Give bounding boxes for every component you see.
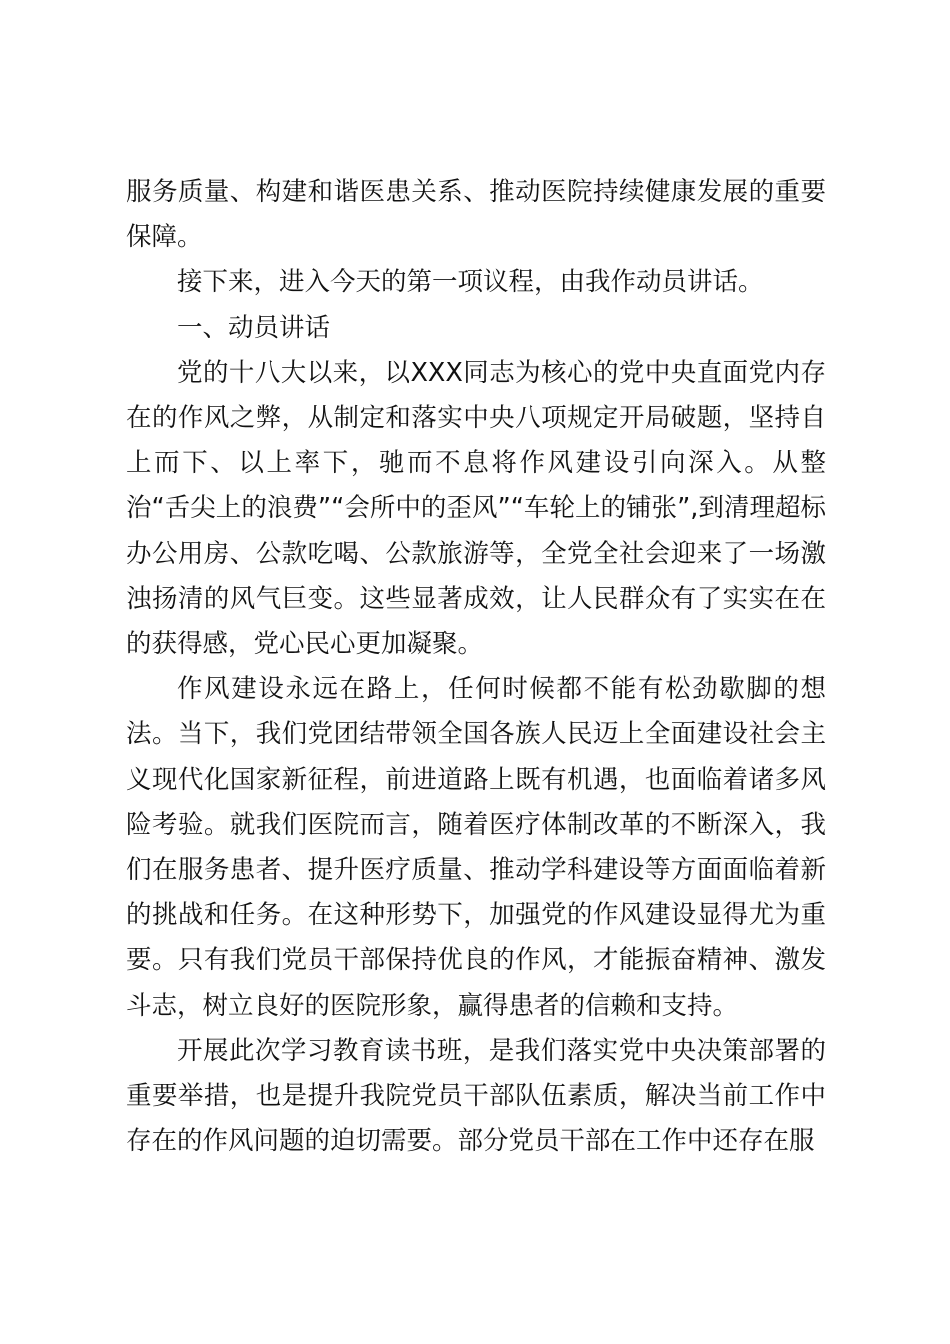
paragraph-situation: 作风建设永远在路上，任何时候都不能有松劲歇脚的想法。当下，我们党团结带领全国各族人民迈上全面建设社会主义现代化国家新征程，前进道路上既有机遇，也面临着诸多风险考验。就我们医院而言，随着医疗体制改革的不断深入，我们在服务患者、提升医疗质量、推动学科建设等方面面临着新的挑战和任务。在这种形势下，加强党的作风建设显得尤为重要。只有我们党员干部保持优良的作风，才能振奋精神、激发斗志，树立良好的医院形象，赢得患者的信赖和支持。: [126, 674, 826, 1021]
paragraph-agenda: 接下来，进入今天的第一项议程，由我作动员讲话。: [177, 267, 764, 298]
section-heading: 一、动员讲话: [177, 312, 331, 343]
paragraph-purpose: 开展此次学习教育读书班，是我们落实党中央决策部署的重要举措，也是提升我院党员干部队伍素质，解决当前工作中存在的作风问题的迫切需要。部分党员干部在工作中还存在服: [126, 1035, 826, 1157]
document-body: [126, 170, 826, 1164]
paragraph-background: 党的十八大以来，以XXX同志为核心的党中央直面党内存在的作风之弊，从制定和落实中央八项规定开局破题，坚持自上而下、以上率下，驰而不息将作风建设引向深入。从整治“舌尖上的浪费”“会所中的歪风”“车轮上的铺张”,到清理超标办公用房、公款吃喝、公款旅游等，全党全社会迎来了一场激浊扬清的风气巨变。这些显著成效，让人民群众有了实实在在的获得感，党心民心更加凝聚。: [126, 357, 826, 660]
paragraph-continuation: 服务质量、构建和谐医患关系、推动医院持续健康发展的重要保障。: [126, 177, 826, 253]
